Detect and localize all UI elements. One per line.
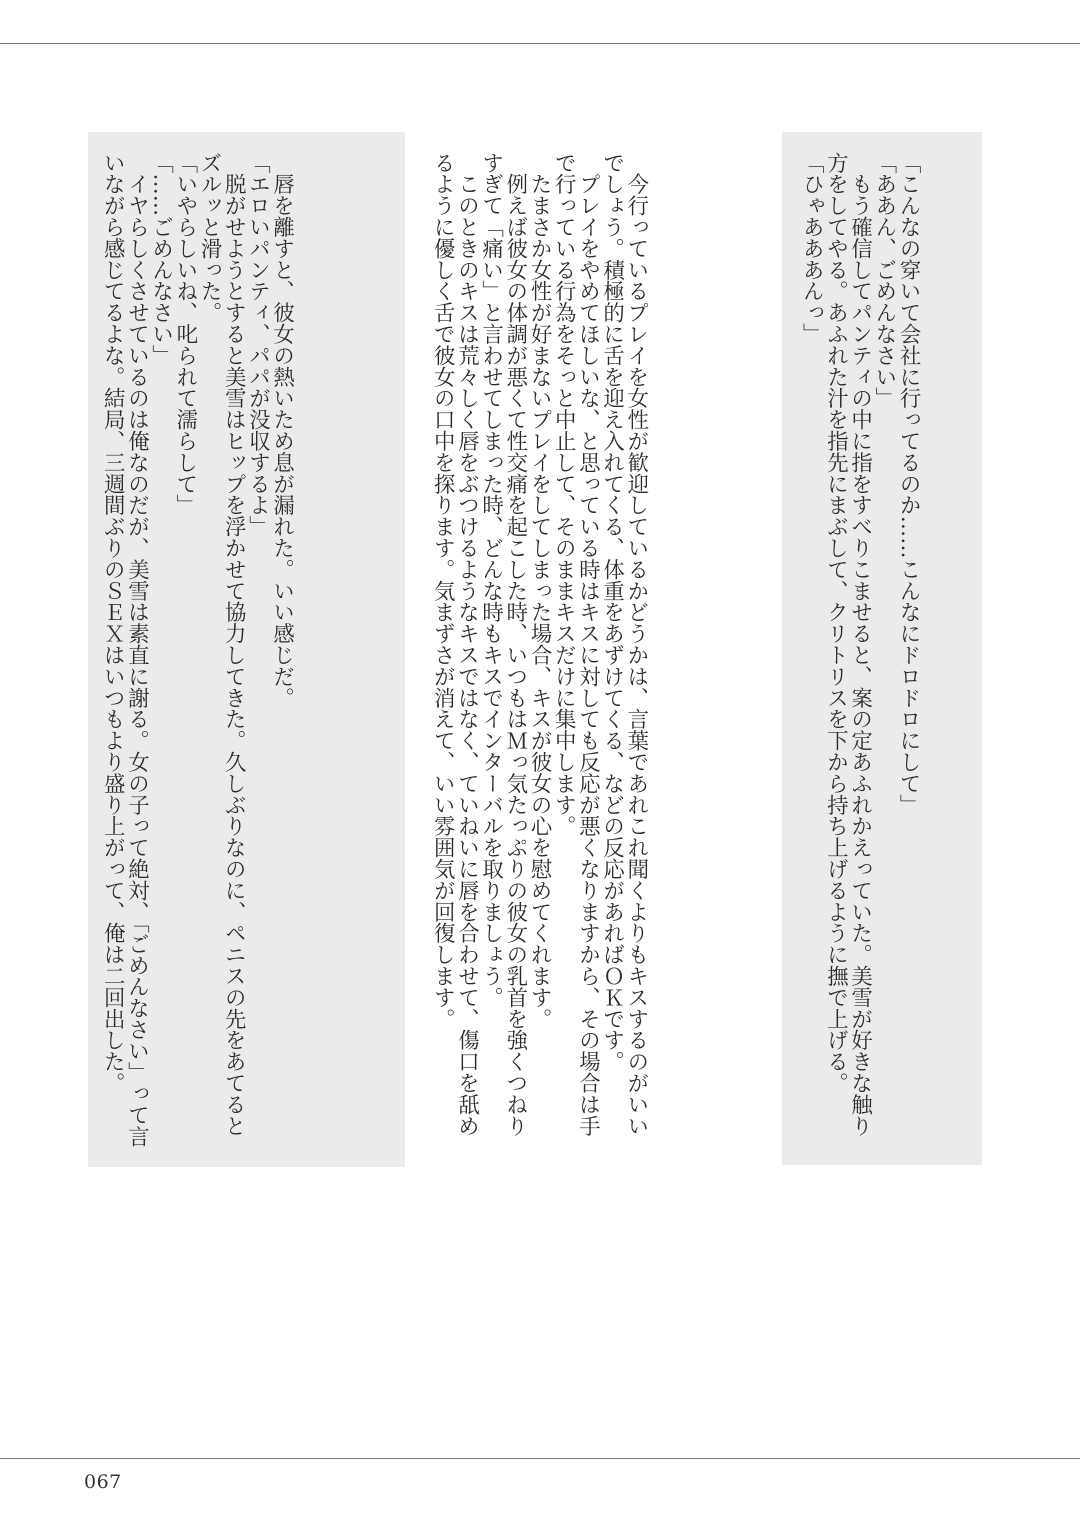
- paragraph: 「ひゃあああんっ」: [799, 152, 825, 345]
- paragraph: 「……ごめんなさい」: [148, 152, 174, 366]
- paragraph: 例えば彼女の体調が悪くて性交痛を起こした時、いつもはＭっ気たっぷりの彼女の乳首を強くつねりすぎて「痛い」と言わせてしまった時、どんな時もキスでインターバルを取りましょう。: [478, 152, 528, 1137]
- bottom-rule: [0, 1458, 1080, 1459]
- paragraph: 「こんなの穿いて会社に行ってるのか……こんなにドロドロにして」: [896, 152, 922, 816]
- paragraph: プレイをやめてほしいな、と思っている時はキスに対しても反応が悪くなりますから、その場合は手で行っている行為をそっと中止して、そのままキスだけに集中します。: [551, 152, 601, 1137]
- paragraph: このときのキスは荒々しく唇をぶつけるようなキスではなく、ていねいに唇を合わせて、傷口を舐めるように優しく舌で彼女の口中を探ります。気まずさが消えて、いい雰囲気が回復します。: [430, 152, 480, 1137]
- paragraph: 脱がせようとすると美雪はヒップを浮かせて協力してきた。久しぶりなのに、ペニスの先をあてるとズルッと滑った。: [197, 152, 247, 1137]
- paragraph: 今行っているプレイを女性が歓迎しているかどうかは、言葉であれこれ聞くよりもキスするのがいいでしょう。積極的に舌を迎え入れてくる、体重をあずけてくる、などの反応があればＯＫです。: [599, 152, 649, 1137]
- left-panel-text: [100, 152, 294, 1152]
- top-rule: [0, 43, 1080, 44]
- paragraph: もう確信してパンティの中に指をすべりこませると、案の定あふれかえっていた。美雪が好きな触り方をしてやる。あふれた汁を指先にまぶして、クリトリスを下から持ち上げるように撫で上げる。: [823, 152, 873, 1137]
- page-number: 067: [84, 1471, 122, 1493]
- paragraph: イヤらしくさせているのは俺なのだが、美雪は素直に謝る。女の子って絶対、「ごめんなさい」って言いながら感じてるよな。結局、三週間ぶりのＳＥＸはいつもより盛り上がって、俺は二回出した。: [100, 152, 150, 1148]
- paragraph: 唇を離すと、彼女の熱いため息が漏れた。いい感じだ。: [269, 152, 295, 709]
- main-body-text: [430, 152, 648, 1152]
- paragraph: 「ああん、ごめんなさい」: [871, 152, 897, 409]
- paragraph: 「エロいパンティ、パパが没収するよ」: [245, 152, 271, 538]
- paragraph: たまさか女性が好まないプレイをしてしまった場合、キスが彼女の心を慰めてくれます。: [527, 152, 553, 1030]
- right-panel-text: [799, 152, 920, 1152]
- paragraph: 「いやらしいね、叱られて濡らして」: [172, 152, 198, 516]
